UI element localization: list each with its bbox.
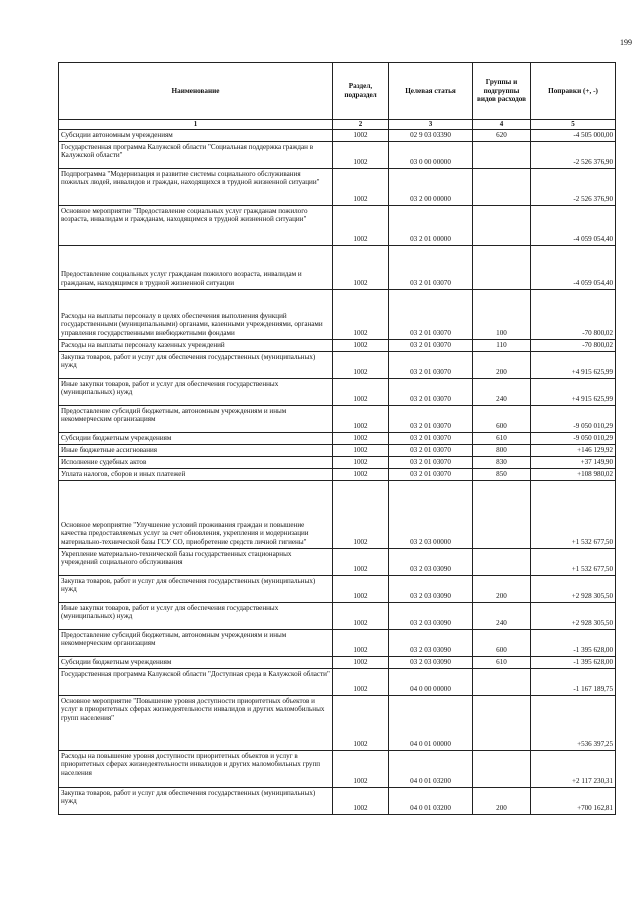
row-section: 1002	[333, 575, 389, 602]
row-name: Государственная программа Калужской области "Доступная среда в Калужской области"	[59, 668, 333, 695]
row-amount: +37 149,90	[531, 456, 616, 468]
row-group: 620	[473, 129, 531, 141]
table-row	[59, 629, 616, 656]
table-row	[59, 289, 616, 339]
row-target: 03 2 03 03090	[389, 575, 473, 602]
row-name: Уплата налогов, сборов и иных платежей	[59, 468, 333, 480]
row-target: 03 2 01 03070	[389, 468, 473, 480]
column-number: 3	[389, 120, 473, 130]
row-amount: -2 526 376,90	[531, 141, 616, 168]
row-target: 03 0 00 00000	[389, 141, 473, 168]
row-target: 03 2 01 03070	[389, 405, 473, 432]
header-groups: Группы и подгруппы видов расходов	[473, 63, 531, 120]
row-group: 800	[473, 444, 531, 456]
row-group: 830	[473, 456, 531, 468]
row-amount: -4 059 054,40	[531, 205, 616, 245]
table-row	[59, 575, 616, 602]
row-section: 1002	[333, 468, 389, 480]
header-row	[59, 63, 616, 120]
table-row	[59, 351, 616, 378]
row-amount: -4 059 054,40	[531, 245, 616, 289]
row-group	[473, 480, 531, 548]
row-section: 1002	[333, 245, 389, 289]
table-row	[59, 668, 616, 695]
row-group: 100	[473, 289, 531, 339]
row-group	[473, 168, 531, 205]
row-target: 03 2 01 03070	[389, 245, 473, 289]
row-group: 610	[473, 656, 531, 668]
row-section: 1002	[333, 456, 389, 468]
row-target: 02 9 03 03390	[389, 129, 473, 141]
row-name: Расходы на повышение уровня доступности приоритетных объектов и услуг в приоритетных сферах жизнедеятельности инвалидов и других маломобильных групп населения	[59, 750, 333, 787]
row-amount: +1 532 677,50	[531, 480, 616, 548]
table-row	[59, 168, 616, 205]
row-amount: -1 395 628,00	[531, 656, 616, 668]
table-row	[59, 750, 616, 787]
row-name: Государственная программа Калужской области "Социальная поддержка граждан в Калужской области"	[59, 141, 333, 168]
row-target: 03 2 01 03070	[389, 456, 473, 468]
row-target: 04 0 01 00000	[389, 695, 473, 750]
row-section: 1002	[333, 629, 389, 656]
row-amount: +700 162,81	[531, 787, 616, 814]
row-target: 03 2 01 03070	[389, 351, 473, 378]
row-amount: -9 050 010,29	[531, 432, 616, 444]
row-target: 03 2 01 03070	[389, 289, 473, 339]
header-section: Раздел, подраздел	[333, 63, 389, 120]
row-group: 610	[473, 432, 531, 444]
page-number: 199	[620, 38, 632, 47]
row-name: Иные закупки товаров, работ и услуг для обеспечения государственных (муниципальных) нужд	[59, 378, 333, 405]
column-number: 4	[473, 120, 531, 130]
row-section: 1002	[333, 602, 389, 629]
row-section: 1002	[333, 750, 389, 787]
row-section: 1002	[333, 656, 389, 668]
row-amount: -1 395 628,00	[531, 629, 616, 656]
row-name: Предоставление субсидий бюджетным, автономным учреждениям и иным некоммерческим организациям	[59, 629, 333, 656]
row-name: Субсидии автономным учреждениям	[59, 129, 333, 141]
row-name: Расходы на выплаты персоналу в целях обеспечения выполнения функций государственными (муниципальными) органами, казенными учреждениями, органами управления государственными внебюджетными фондами	[59, 289, 333, 339]
row-target: 03 2 01 03070	[389, 378, 473, 405]
row-target: 03 2 03 03090	[389, 629, 473, 656]
row-name: Укрепление материально-технической базы государственных стационарных учреждений социального обслуживания	[59, 548, 333, 575]
table-row	[59, 656, 616, 668]
row-section: 1002	[333, 405, 389, 432]
row-target: 03 2 01 03070	[389, 444, 473, 456]
row-section: 1002	[333, 695, 389, 750]
table-row	[59, 602, 616, 629]
row-name: Предоставление субсидий бюджетным, автономным учреждениям и иным некоммерческим организациям	[59, 405, 333, 432]
row-amount: +4 915 625,99	[531, 378, 616, 405]
row-name: Субсидии бюджетным учреждениям	[59, 432, 333, 444]
table-row	[59, 339, 616, 351]
row-amount: +146 129,92	[531, 444, 616, 456]
row-amount: -9 050 010,29	[531, 405, 616, 432]
row-name: Предоставление социальных услуг гражданам пожилого возраста, инвалидам и гражданам, находящимся в трудной жизненной ситуации	[59, 245, 333, 289]
row-section: 1002	[333, 129, 389, 141]
row-section: 1002	[333, 168, 389, 205]
row-group	[473, 205, 531, 245]
row-section: 1002	[333, 205, 389, 245]
header-name: Наименование	[59, 63, 333, 120]
header-target: Целевая статья	[389, 63, 473, 120]
row-group: 110	[473, 339, 531, 351]
row-section: 1002	[333, 339, 389, 351]
header-amendments: Поправки (+, -)	[531, 63, 616, 120]
row-group	[473, 750, 531, 787]
row-amount: +2 928 305,50	[531, 602, 616, 629]
row-amount: -70 800,02	[531, 339, 616, 351]
row-group: 600	[473, 629, 531, 656]
row-section: 1002	[333, 480, 389, 548]
row-amount: -70 800,02	[531, 289, 616, 339]
row-amount: +108 980,02	[531, 468, 616, 480]
row-name: Расходы на выплаты персоналу казенных учреждений	[59, 339, 333, 351]
row-group: 200	[473, 787, 531, 814]
row-target: 03 2 00 00000	[389, 168, 473, 205]
column-number: 2	[333, 120, 389, 130]
row-amount: +2 117 230,31	[531, 750, 616, 787]
row-name: Основное мероприятие "Улучшение условий проживания граждан и повышение качества предоставляемых услуг за счет обновления, укрепления и модернизации материально-технической базы ГСУ СО, приобретение средств личной гигиены"	[59, 480, 333, 548]
row-group	[473, 695, 531, 750]
table-row	[59, 432, 616, 444]
row-group: 200	[473, 351, 531, 378]
column-number: 1	[59, 120, 333, 130]
row-target: 03 2 01 03070	[389, 432, 473, 444]
row-section: 1002	[333, 289, 389, 339]
table-row	[59, 378, 616, 405]
row-target: 03 2 01 03070	[389, 339, 473, 351]
row-target: 03 2 03 03090	[389, 656, 473, 668]
row-section: 1002	[333, 351, 389, 378]
row-section: 1002	[333, 548, 389, 575]
row-name: Иные бюджетные ассигнования	[59, 444, 333, 456]
row-group: 240	[473, 378, 531, 405]
row-group	[473, 141, 531, 168]
row-amount: +4 915 625,99	[531, 351, 616, 378]
row-section: 1002	[333, 378, 389, 405]
row-target: 04 0 00 00000	[389, 668, 473, 695]
row-amount: -4 505 000,00	[531, 129, 616, 141]
column-number-row	[59, 120, 616, 130]
row-group: 600	[473, 405, 531, 432]
budget-table	[58, 62, 616, 815]
row-name: Основное мероприятие "Повышение уровня доступности приоритетных объектов и услуг в приоритетных сферах жизнедеятельности инвалидов и других маломобильных групп населения"	[59, 695, 333, 750]
row-target: 04 0 01 03200	[389, 787, 473, 814]
table-row	[59, 444, 616, 456]
row-target: 03 2 03 03090	[389, 602, 473, 629]
row-section: 1002	[333, 432, 389, 444]
row-target: 03 2 03 03090	[389, 548, 473, 575]
row-group: 200	[473, 575, 531, 602]
table-row	[59, 456, 616, 468]
table-row	[59, 695, 616, 750]
table-row	[59, 245, 616, 289]
row-section: 1002	[333, 668, 389, 695]
table-row	[59, 480, 616, 548]
row-name: Иные закупки товаров, работ и услуг для обеспечения государственных (муниципальных) нужд	[59, 602, 333, 629]
table-row	[59, 205, 616, 245]
row-amount: +2 928 305,50	[531, 575, 616, 602]
row-amount: -1 167 189,75	[531, 668, 616, 695]
column-number: 5	[531, 120, 616, 130]
table-row	[59, 468, 616, 480]
row-amount: +1 532 677,50	[531, 548, 616, 575]
table-row	[59, 141, 616, 168]
row-name: Закупка товаров, работ и услуг для обеспечения государственных (муниципальных) нужд	[59, 351, 333, 378]
row-name: Закупка товаров, работ и услуг для обеспечения государственных (муниципальных) нужд	[59, 787, 333, 814]
row-target: 03 2 01 00000	[389, 205, 473, 245]
row-name: Закупка товаров, работ и услуг для обеспечения государственных (муниципальных) нужд	[59, 575, 333, 602]
table-row	[59, 129, 616, 141]
row-section: 1002	[333, 787, 389, 814]
row-target: 03 2 03 00000	[389, 480, 473, 548]
row-section: 1002	[333, 141, 389, 168]
table-row	[59, 787, 616, 814]
row-name: Основное мероприятие "Предоставление социальных услуг гражданам пожилого возраста, инвалидам и гражданам, находящимся в трудной жизненной ситуации"	[59, 205, 333, 245]
row-amount: -2 526 376,90	[531, 168, 616, 205]
row-group	[473, 245, 531, 289]
row-group	[473, 548, 531, 575]
row-section: 1002	[333, 444, 389, 456]
row-name: Исполнение судебных актов	[59, 456, 333, 468]
row-group: 240	[473, 602, 531, 629]
row-amount: +536 397,25	[531, 695, 616, 750]
table-row	[59, 405, 616, 432]
row-target: 04 0 01 03200	[389, 750, 473, 787]
row-group: 850	[473, 468, 531, 480]
row-name: Подпрограмма "Модернизация и развитие системы социального обслуживания пожилых людей, инвалидов и граждан, находящихся в трудной жизненной ситуации"	[59, 168, 333, 205]
table-row	[59, 548, 616, 575]
row-group	[473, 668, 531, 695]
row-name: Субсидии бюджетным учреждениям	[59, 656, 333, 668]
